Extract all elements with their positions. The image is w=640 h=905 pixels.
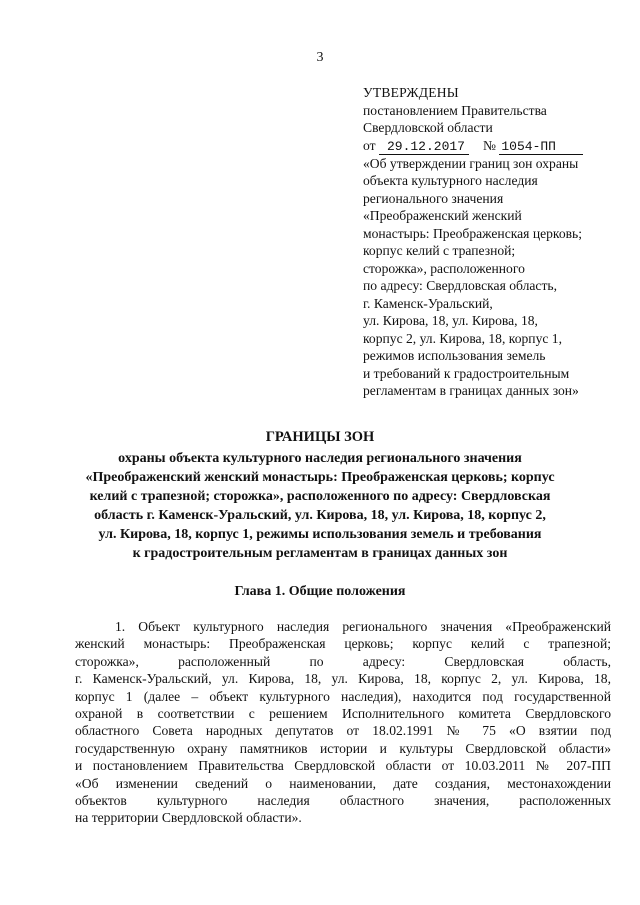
chapter-title: Глава 1. Общие положения [234, 584, 406, 599]
paragraph-line: женский монастырь: Преображенская церковь; корпус келий с трапезной; [75, 636, 611, 652]
paragraph-line: объектов культурного наследия областного значения, расположенных [75, 793, 611, 809]
approval-line: ул. Кирова, 18, ул. Кирова, 18, [363, 313, 538, 328]
approval-line: сторожка», расположенного [363, 260, 525, 276]
approval-line: и требований к градостроительным [363, 365, 570, 381]
approval-line: монастырь: Преображенская церковь; [363, 225, 583, 241]
approval-line: корпус 2, ул. Кирова, 18, корпус 1, [363, 330, 562, 346]
approval-line: постановлением Правительства [363, 102, 547, 118]
document-title [60, 428, 580, 563]
approval-line: регламентам в границах данных зон» [363, 383, 579, 398]
approval-line: корпус келий с трапезной; [363, 243, 516, 258]
approval-stamp-block [363, 84, 633, 400]
paragraph-line: охраной в соответствии с решением Исполнительного комитета Свердловского [75, 706, 611, 722]
approval-line: объекта культурного наследия [363, 173, 538, 188]
paragraph-line: «Об изменении сведений о наименовании, дате создания, местонахождении [75, 775, 611, 791]
approval-date-value: 29.12.2017 [379, 140, 469, 155]
approval-line: г. Каменск-Уральский, [363, 295, 493, 311]
approval-line: Свердловской области [363, 120, 493, 135]
title-line: ул. Кирова, 18, корпус 1, режимы использования земель и требования [98, 527, 542, 542]
title-main: ГРАНИЦЫ ЗОН [265, 429, 375, 445]
approval-line: по адресу: Свердловская область, [363, 278, 558, 293]
title-line: охраны объекта культурного наследия регионального значения [118, 451, 522, 466]
title-line: область г. Каменск-Уральский, ул. Кирова, 18, ул. Кирова, 18, корпус 2, [94, 508, 546, 523]
approval-number-value: 1054-ПП [499, 140, 583, 155]
paragraph-line: и постановлением Правительства Свердловской области от 10.03.2011 № 207-ПП [75, 758, 611, 774]
number-label: № [482, 137, 496, 153]
approval-line: «Преображенский женский [363, 208, 522, 223]
approval-date-line [363, 137, 633, 155]
date-prefix: от [363, 137, 376, 153]
approval-line: регионального значения [363, 190, 504, 206]
paragraph-1 [75, 618, 611, 827]
paragraph-line: сторожка», расположенный по адресу: Свердловская область, [75, 653, 611, 669]
paragraph-line: 1. Объект культурного наследия регионального значения «Преображенский [115, 619, 611, 634]
paragraph-line: областного Совета народных депутатов от 18.02.1991 № 75 «О взятии под [75, 723, 611, 739]
approval-line: режимов использования земель [363, 348, 546, 363]
paragraph-line: г. Каменск-Уральский, ул. Кирова, 18, ул. Кирова, 18, корпус 2, ул. Кирова, 18, [75, 671, 611, 687]
approval-heading: УТВЕРЖДЕНЫ [363, 85, 459, 100]
title-line: «Преображенский женский монастырь: Преображенская церковь; корпус [85, 470, 555, 485]
title-line: к градостроительным регламентам в границах данных зон [132, 546, 508, 561]
page-number: 3 [316, 50, 324, 65]
approval-line: «Об утверждении границ зон охраны [363, 155, 579, 171]
paragraph-line: на территории Свердловской области». [75, 810, 302, 826]
paragraph-line: государственную охрану памятников истории и культуры Свердловской области» [75, 740, 611, 756]
title-line: келий с трапезной; сторожка», расположенного по адресу: Свердловская [89, 489, 551, 504]
paragraph-line: корпус 1 (далее – объект культурного наследия), находится под государственной [75, 688, 611, 704]
